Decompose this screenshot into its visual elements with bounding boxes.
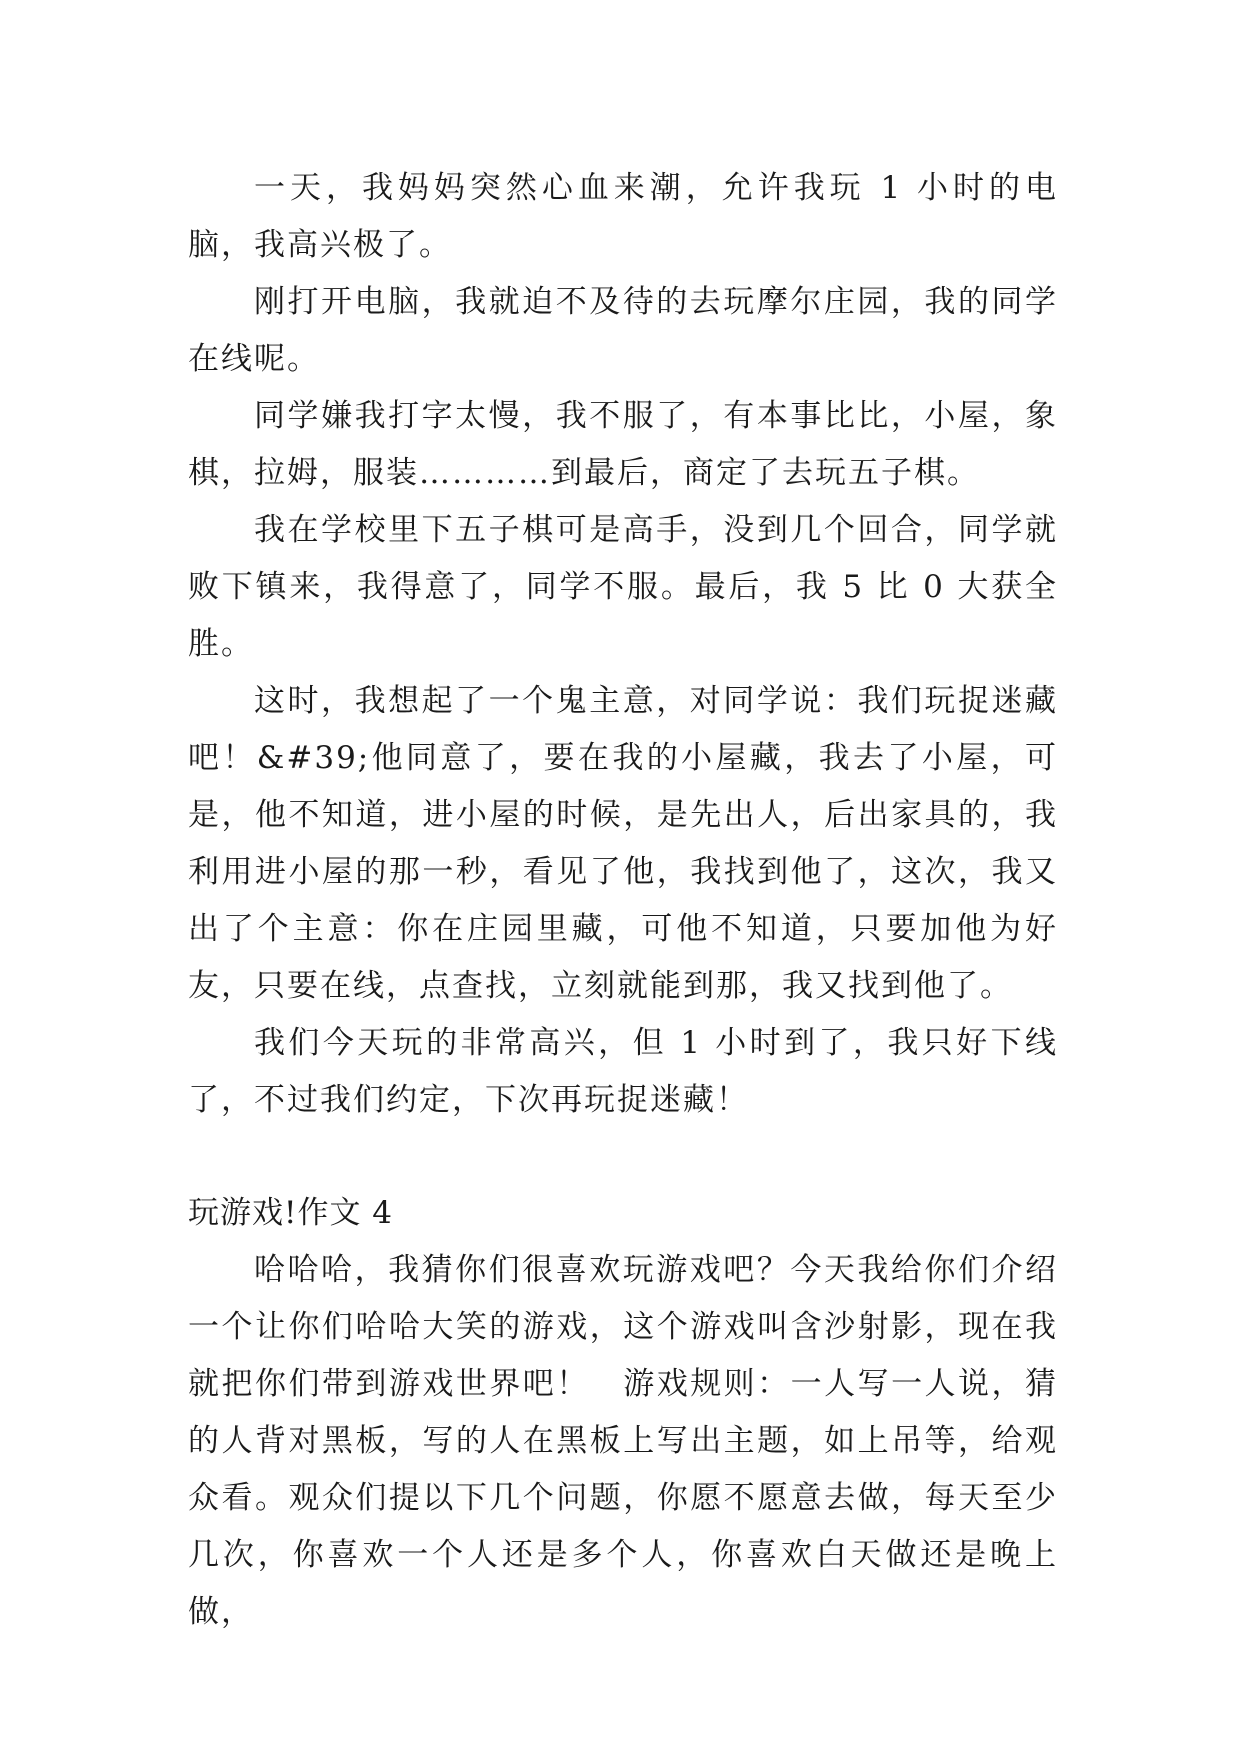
section-title: 玩游戏!作文 4 xyxy=(188,1195,394,1231)
paragraph: 刚打开电脑，我就迫不及待的去玩摩尔庄园，我的同学在线呢。 xyxy=(188,284,1058,377)
paragraph: 我们今天玩的非常高兴，但 1 小时到了，我只好下线了，不过我们约定，下次再玩捉迷藏！ xyxy=(188,1025,1058,1118)
paragraph: 一天，我妈妈突然心血来潮，允许我玩 1 小时的电脑，我高兴极了。 xyxy=(188,170,1058,263)
document-body xyxy=(188,160,1058,1641)
paragraph: 我在学校里下五子棋可是高手，没到几个回合，同学就败下镇来，我得意了，同学不服。最后，我 5 比 0 大获全胜。 xyxy=(188,512,1058,662)
paragraph: 哈哈哈，我猜你们很喜欢玩游戏吧？今天我给你们介绍一个让你们哈哈大笑的游戏，这个游戏叫含沙射影，现在我就把你们带到游戏世界吧！ 游戏规则：一人写一人说，猜的人背对黑板，写的人在黑板上写出主题，如上吊等，给观众看。观众们提以下几个问题，你愿不愿意去做，每天至少几次，你喜欢一个人还是多个人，你喜欢白天做还是晚上做， xyxy=(188,1252,1058,1630)
paragraph: 同学嫌我打字太慢，我不服了，有本事比比，小屋，象棋，拉姆，服装…………到最后，商定了去玩五子棋。 xyxy=(188,398,1058,491)
paragraph: 这时，我想起了一个鬼主意，对同学说：我们玩捉迷藏吧！&#39;他同意了，要在我的小屋藏，我去了小屋，可是，他不知道，进小屋的时候，是先出人，后出家具的，我利用进小屋的那一秒，看见了他，我找到他了，这次，我又出了个主意：你在庄园里藏，可他不知道，只要加他为好友，只要在线，点查找，立刻就能到那，我又找到他了。 xyxy=(188,683,1058,1004)
